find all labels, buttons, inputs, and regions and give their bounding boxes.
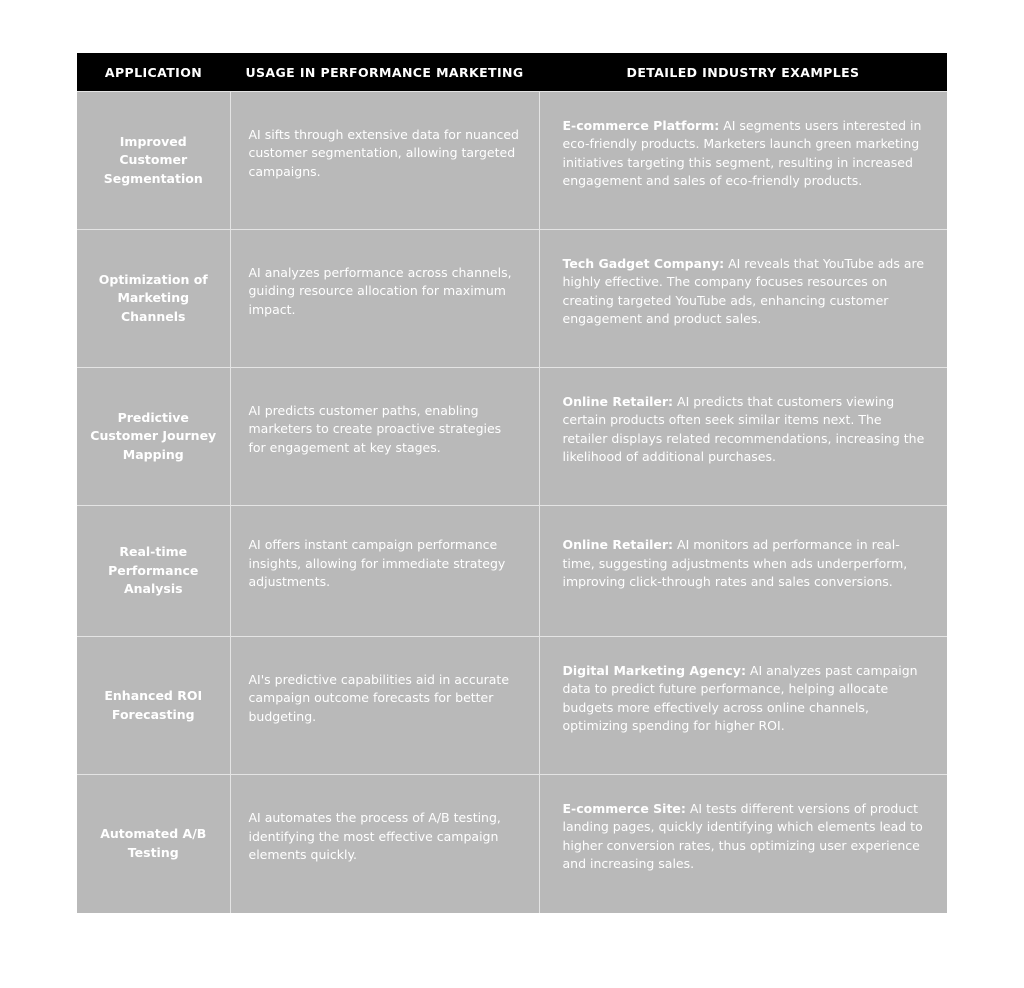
table-row [77,637,947,775]
application-cell: Real-time Performance Analysis [77,506,230,637]
example-company: Online Retailer: [562,537,674,553]
table-row [77,92,947,230]
header-row [77,53,947,92]
example-text: AI monitors ad performance in real-time, suggesting adjustments when ads underperform, improving click-through rates and sales conversions. [562,537,908,590]
example-cell [539,637,947,775]
example-text: AI analyzes past campaign data to predict future performance, helping allocate budgets more effectively across online channels, optimizing spending for higher ROI. [562,662,918,733]
table-row [77,775,947,913]
example-cell [539,506,947,637]
usage-cell: AI automates the process of A/B testing, identifying the most effective campaign elements quickly. [230,775,539,913]
example-company: Online Retailer: [562,393,674,409]
header-examples: DETAILED INDUSTRY EXAMPLES [539,53,947,92]
table-row [77,368,947,506]
usage-cell: AI analyzes performance across channels, guiding resource allocation for maximum impact. [230,230,539,368]
application-cell: Predictive Customer Journey Mapping [77,368,230,506]
example-text: AI reveals that YouTube ads are highly effective. The company focuses resources on creating targeted YouTube ads, enhancing customer engagement and product sales. [562,255,925,326]
usage-cell: AI offers instant campaign performance insights, allowing for immediate strategy adjustments. [230,506,539,637]
example-text: AI predicts that customers viewing certain products often seek similar items next. The retailer displays related recommendations, increasing the likelihood of additional purchases. [562,393,925,464]
application-cell: Automated A/B Testing [77,775,230,913]
header-application: APPLICATION [77,53,230,92]
example-cell [539,368,947,506]
application-cell: Improved Customer Segmentation [77,92,230,230]
example-company: Digital Marketing Agency: [562,662,746,678]
usage-cell: AI's predictive capabilities aid in accurate campaign outcome forecasts for better budgeting. [230,637,539,775]
example-company: E-commerce Platform: [562,117,720,133]
example-company: E-commerce Site: [562,800,686,816]
example-cell [539,230,947,368]
application-cell: Enhanced ROI Forecasting [77,637,230,775]
example-cell [539,775,947,913]
table-row [77,506,947,637]
usage-cell: AI predicts customer paths, enabling marketers to create proactive strategies for engagement at key stages. [230,368,539,506]
table-row [77,230,947,368]
example-company: Tech Gadget Company: [562,255,725,271]
usage-cell: AI sifts through extensive data for nuanced customer segmentation, allowing targeted campaigns. [230,92,539,230]
ai-applications-table [77,53,947,913]
example-text: AI tests different versions of product landing pages, quickly identifying which elements lead to higher conversion rates, thus optimizing user experience and increasing sales. [562,800,923,872]
example-cell [539,92,947,230]
application-cell: Optimization of Marketing Channels [77,230,230,368]
header-usage: USAGE IN PERFORMANCE MARKETING [230,53,539,92]
example-text: AI segments users interested in eco-friendly products. Marketers launch green marketing initiatives targeting this segment, resulting in increased engagement and sales of eco-friendly products. [562,117,922,188]
